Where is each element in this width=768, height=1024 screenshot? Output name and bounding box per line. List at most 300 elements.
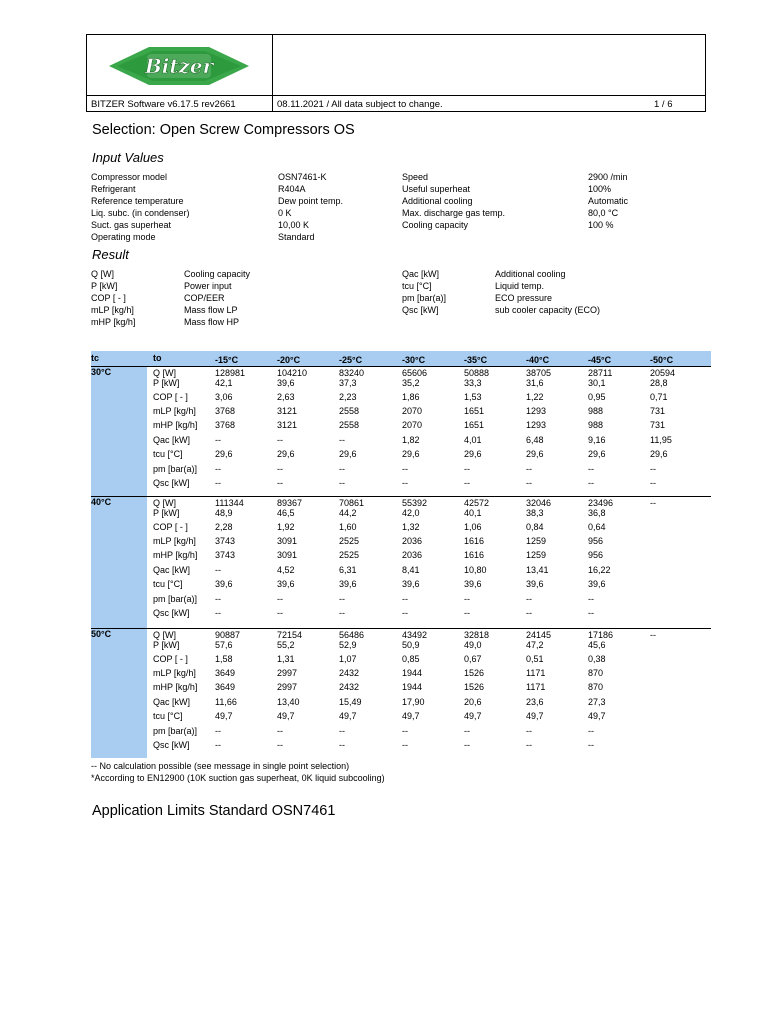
table-cell: 50,9 — [402, 640, 420, 650]
table-cell: 4,52 — [277, 565, 295, 575]
table-cell: -- — [464, 608, 470, 618]
table-cell: -- — [464, 594, 470, 604]
table-cell: 20594 — [650, 368, 676, 378]
row-label: mHP [kg/h] — [153, 550, 198, 560]
table-cell: 49,7 — [277, 711, 295, 721]
table-cell: 0,84 — [526, 522, 544, 532]
table-cell: 4,01 — [464, 435, 482, 445]
table-cell: -- — [339, 740, 345, 750]
table-cell: -- — [339, 726, 345, 736]
table-cell: 70861 — [339, 498, 365, 508]
table-cell: -- — [215, 565, 221, 575]
row-label: COP [ - ] — [153, 654, 188, 664]
table-cell: 3768 — [215, 406, 236, 416]
table-cell: 0,64 — [588, 522, 606, 532]
tc-label: 40°C — [91, 497, 112, 507]
column-header: -50°C — [650, 355, 674, 365]
result-symbol: Qsc [kW] — [402, 305, 439, 315]
row-label: mLP [kg/h] — [153, 406, 196, 416]
document-header — [86, 34, 706, 112]
table-cell: 23496 — [588, 498, 614, 508]
table-cell: -- — [277, 464, 283, 474]
table-cell: 42572 — [464, 498, 490, 508]
table-cell: 72154 — [277, 630, 303, 640]
table-cell: 2,63 — [277, 392, 295, 402]
table-cell: 15,49 — [339, 697, 362, 707]
table-cell: 8,41 — [402, 565, 420, 575]
row-label: Qsc [kW] — [153, 608, 190, 618]
table-cell: 9,16 — [588, 435, 606, 445]
row-label: Q [W] — [153, 368, 176, 378]
table-cell: -- — [588, 478, 594, 488]
table-cell: 90887 — [215, 630, 241, 640]
to-header: to — [153, 353, 162, 363]
input-label: Operating mode — [91, 232, 156, 242]
row-label: COP [ - ] — [153, 522, 188, 532]
table-cell: 13,41 — [526, 565, 549, 575]
column-header: -40°C — [526, 355, 550, 365]
table-cell: 0,51 — [526, 654, 544, 664]
table-cell: 1,31 — [277, 654, 295, 664]
bitzer-logo — [109, 41, 249, 96]
table-cell: 2,23 — [339, 392, 357, 402]
table-cell: 30,1 — [588, 378, 606, 388]
result-symbol: mLP [kg/h] — [91, 305, 134, 315]
table-cell: -- — [339, 435, 345, 445]
table-cell: -- — [215, 608, 221, 618]
table-cell: 35,2 — [402, 378, 420, 388]
table-cell: -- — [277, 740, 283, 750]
table-cell: 2432 — [339, 668, 360, 678]
table-cell: 2432 — [339, 682, 360, 692]
table-cell: 1,60 — [339, 522, 357, 532]
table-cell: 956 — [588, 550, 604, 560]
column-header: -45°C — [588, 355, 612, 365]
table-cell: -- — [402, 740, 408, 750]
table-cell: 10,80 — [464, 565, 487, 575]
table-cell: 49,7 — [215, 711, 233, 721]
table-cell: -- — [650, 630, 656, 640]
table-group — [91, 496, 711, 628]
input-label: Max. discharge gas temp. — [402, 208, 506, 218]
table-cell: 49,7 — [588, 711, 606, 721]
row-label: P [kW] — [153, 508, 180, 518]
result-symbol: tcu [°C] — [402, 281, 432, 291]
table-cell: 1526 — [464, 668, 485, 678]
table-cell: -- — [339, 608, 345, 618]
table-cell: 29,6 — [215, 449, 233, 459]
result-description: Cooling capacity — [184, 269, 251, 279]
table-cell: 29,6 — [402, 449, 420, 459]
table-cell: 6,48 — [526, 435, 544, 445]
table-cell: 1171 — [526, 682, 546, 692]
table-cell: -- — [339, 464, 345, 474]
result-description: Liquid temp. — [495, 281, 545, 291]
page-number: 1 / 6 — [654, 99, 673, 110]
table-cell: 111344 — [215, 498, 244, 508]
table-cell: 55,2 — [277, 640, 295, 650]
table-group — [91, 628, 711, 758]
row-label: P [kW] — [153, 640, 180, 650]
input-label: Liq. subc. (in condenser) — [91, 208, 190, 218]
table-cell: -- — [464, 478, 470, 488]
table-cell: 89367 — [277, 498, 303, 508]
table-cell: -- — [215, 478, 221, 488]
table-cell: 28711 — [588, 368, 613, 378]
table-cell: 870 — [588, 682, 604, 692]
table-cell: 29,6 — [526, 449, 544, 459]
table-cell: 29,6 — [464, 449, 482, 459]
table-cell: 2,28 — [215, 522, 233, 532]
software-version: BITZER Software v6.17.5 rev2661 — [91, 99, 236, 110]
table-cell: 1,07 — [339, 654, 357, 664]
result-symbol: Qac [kW] — [402, 269, 440, 279]
row-label: mLP [kg/h] — [153, 668, 196, 678]
table-cell: 1,53 — [464, 392, 482, 402]
table-cell: -- — [277, 478, 283, 488]
table-cell: -- — [650, 464, 656, 474]
input-value: OSN7461-K — [278, 172, 327, 182]
tc-header: tc — [91, 353, 100, 363]
table-cell: 1,86 — [402, 392, 420, 402]
table-cell: 1,58 — [215, 654, 233, 664]
table-group — [91, 366, 711, 496]
table-cell: 3743 — [215, 550, 236, 560]
table-cell: -- — [650, 478, 656, 488]
result-symbol: P [kW] — [91, 281, 118, 291]
table-cell: 1,82 — [402, 435, 420, 445]
table-cell: 13,40 — [277, 697, 300, 707]
table-cell: 11,66 — [215, 697, 237, 707]
table-cell: 39,6 — [402, 579, 420, 589]
input-value: Dew point temp. — [278, 196, 344, 206]
table-cell: 55392 — [402, 498, 428, 508]
table-cell: 57,6 — [215, 640, 233, 650]
result-description: Additional cooling — [495, 269, 566, 279]
row-label: Qsc [kW] — [153, 478, 190, 488]
row-label: COP [ - ] — [153, 392, 188, 402]
table-cell: -- — [588, 594, 594, 604]
result-symbol: Q [W] — [91, 269, 114, 279]
result-symbol: COP [ - ] — [91, 293, 126, 303]
table-cell: 2558 — [339, 420, 360, 430]
table-cell: 1,06 — [464, 522, 482, 532]
table-cell: 50888 — [464, 368, 490, 378]
table-cell: -- — [277, 435, 283, 445]
table-cell: 52,9 — [339, 640, 357, 650]
table-cell: 0,85 — [402, 654, 420, 664]
table-cell: 0,71 — [650, 392, 668, 402]
table-cell: -- — [402, 464, 408, 474]
table-cell: 1259 — [526, 536, 547, 546]
table-cell: 38705 — [526, 368, 552, 378]
input-label: Compressor model — [91, 172, 168, 182]
row-label: Qac [kW] — [153, 565, 191, 575]
table-cell: 1,32 — [402, 522, 420, 532]
input-values-heading: Input Values — [92, 150, 164, 165]
table-cell: 20,6 — [464, 697, 482, 707]
table-cell: 31,6 — [526, 378, 544, 388]
table-cell: -- — [464, 740, 470, 750]
page-title: Selection: Open Screw Compressors OS — [92, 122, 355, 138]
table-cell: 870 — [588, 668, 604, 678]
input-label: Reference temperature — [91, 196, 184, 206]
table-cell: 11,95 — [650, 435, 672, 445]
row-label: Q [W] — [153, 498, 176, 508]
table-cell: 0,95 — [588, 392, 606, 402]
table-cell: 3743 — [215, 536, 236, 546]
table-cell: 39,6 — [464, 579, 482, 589]
row-label: Qac [kW] — [153, 435, 191, 445]
table-cell: -- — [588, 726, 594, 736]
table-cell: -- — [277, 726, 283, 736]
input-value: 80,0 °C — [588, 208, 619, 218]
row-label: Qsc [kW] — [153, 740, 190, 750]
table-cell: 39,6 — [277, 378, 295, 388]
table-cell: 17186 — [588, 630, 614, 640]
input-value: 100 % — [588, 220, 614, 230]
table-cell: 38,3 — [526, 508, 544, 518]
table-cell: 2558 — [339, 406, 360, 416]
tc-band — [91, 628, 147, 758]
table-cell: 2036 — [402, 536, 423, 546]
table-cell: 36,8 — [588, 508, 606, 518]
table-cell: 3091 — [277, 536, 298, 546]
table-cell: 0,38 — [588, 654, 606, 664]
input-label: Cooling capacity — [402, 220, 469, 230]
table-cell: 83240 — [339, 368, 365, 378]
table-header-row — [91, 351, 711, 366]
group-separator — [91, 628, 711, 629]
table-cell: 1944 — [402, 668, 423, 678]
row-label: tcu [°C] — [153, 449, 183, 459]
application-limits-title: Application Limits Standard OSN7461 — [92, 803, 336, 819]
table-cell: 42,1 — [215, 378, 233, 388]
table-cell: -- — [588, 740, 594, 750]
table-cell: 28,8 — [650, 378, 668, 388]
column-header: -30°C — [402, 355, 426, 365]
table-cell: 17,90 — [402, 697, 425, 707]
footnote-no-calc: -- No calculation possible (see message in single point selection) — [91, 761, 350, 771]
table-cell: 3121 — [277, 406, 298, 416]
table-cell: 16,22 — [588, 565, 611, 575]
table-cell: -- — [277, 594, 283, 604]
table-cell: -- — [526, 464, 532, 474]
table-cell: 731 — [650, 406, 666, 416]
table-cell: -- — [588, 464, 594, 474]
table-cell: 1651 — [464, 406, 485, 416]
table-cell: 32046 — [526, 498, 552, 508]
table-cell: -- — [339, 594, 345, 604]
table-cell: 32818 — [464, 630, 490, 640]
table-cell: -- — [215, 594, 221, 604]
row-label: pm [bar(a)] — [153, 464, 198, 474]
table-cell: 3091 — [277, 550, 298, 560]
table-cell: 3649 — [215, 682, 236, 692]
input-value: R404A — [278, 184, 306, 194]
row-label: pm [bar(a)] — [153, 594, 198, 604]
table-cell: 988 — [588, 406, 604, 416]
table-cell: 1944 — [402, 682, 423, 692]
table-cell: 39,6 — [215, 579, 233, 589]
row-label: pm [bar(a)] — [153, 726, 198, 736]
row-label: tcu [°C] — [153, 711, 183, 721]
table-cell: 39,6 — [339, 579, 357, 589]
input-value: Standard — [278, 232, 315, 242]
table-cell: 49,7 — [339, 711, 357, 721]
input-label: Suct. gas superheat — [91, 220, 172, 230]
footnote-en12900: *According to EN12900 (10K suction gas superheat, 0K liquid subcooling) — [91, 773, 385, 783]
table-cell: 3649 — [215, 668, 236, 678]
table-cell: 49,7 — [464, 711, 482, 721]
table-cell: -- — [402, 608, 408, 618]
table-cell: -- — [526, 726, 532, 736]
table-cell: -- — [464, 464, 470, 474]
table-cell: 39,6 — [588, 579, 606, 589]
table-cell: -- — [402, 594, 408, 604]
group-separator — [91, 496, 711, 497]
table-cell: 2525 — [339, 536, 360, 546]
table-cell: 49,7 — [526, 711, 544, 721]
input-value: 100% — [588, 184, 612, 194]
table-cell: -- — [215, 740, 221, 750]
svg-text:Bitzer: Bitzer — [144, 54, 214, 78]
table-cell: 1293 — [526, 406, 547, 416]
tc-label: 30°C — [91, 367, 112, 377]
table-cell: 1171 — [526, 668, 546, 678]
table-cell: 39,6 — [277, 579, 295, 589]
result-description: Mass flow LP — [184, 305, 238, 315]
result-description: Power input — [184, 281, 232, 291]
table-cell: 1,22 — [526, 392, 544, 402]
result-heading: Result — [92, 247, 129, 262]
table-cell: 46,5 — [277, 508, 295, 518]
table-cell: 1,92 — [277, 522, 295, 532]
table-cell: -- — [464, 726, 470, 736]
result-description: ECO pressure — [495, 293, 553, 303]
tc-band — [91, 366, 147, 496]
input-label: Refrigerant — [91, 184, 136, 194]
table-cell: 3768 — [215, 420, 236, 430]
table-cell: -- — [277, 608, 283, 618]
table-cell: 1616 — [464, 550, 485, 560]
date-note: 08.11.2021 / All data subject to change. — [277, 99, 443, 110]
table-cell: -- — [402, 478, 408, 488]
row-label: P [kW] — [153, 378, 180, 388]
table-cell: 45,6 — [588, 640, 606, 650]
table-cell: 44,2 — [339, 508, 357, 518]
group-separator — [91, 366, 711, 367]
table-cell: 2036 — [402, 550, 423, 560]
tc-band — [91, 496, 147, 628]
table-cell: 988 — [588, 420, 604, 430]
row-label: Q [W] — [153, 630, 176, 640]
table-cell: 2070 — [402, 406, 423, 416]
table-cell: -- — [526, 740, 532, 750]
tc-label: 50°C — [91, 629, 112, 639]
table-cell: 33,3 — [464, 378, 482, 388]
table-cell: 48,9 — [215, 508, 233, 518]
column-header: -15°C — [215, 355, 239, 365]
table-cell: 47,2 — [526, 640, 544, 650]
table-cell: 27,3 — [588, 697, 606, 707]
table-cell: 40,1 — [464, 508, 482, 518]
table-cell: 24145 — [526, 630, 552, 640]
table-cell: 2070 — [402, 420, 423, 430]
table-cell: -- — [215, 464, 221, 474]
table-cell: -- — [650, 498, 656, 508]
column-header: -35°C — [464, 355, 488, 365]
table-cell: 65606 — [402, 368, 428, 378]
column-header: -20°C — [277, 355, 301, 365]
table-cell: 49,0 — [464, 640, 482, 650]
table-cell: 1616 — [464, 536, 485, 546]
input-label: Speed — [402, 172, 429, 182]
table-cell: -- — [526, 594, 532, 604]
input-label: Useful superheat — [402, 184, 471, 194]
table-cell: -- — [526, 478, 532, 488]
table-cell: 49,7 — [402, 711, 420, 721]
table-cell: 6,31 — [339, 565, 357, 575]
result-description: Mass flow HP — [184, 317, 240, 327]
table-cell: 23,6 — [526, 697, 544, 707]
table-cell: 1259 — [526, 550, 547, 560]
table-cell: -- — [526, 608, 532, 618]
table-cell: 1293 — [526, 420, 547, 430]
table-cell: 29,6 — [650, 449, 668, 459]
table-cell: 731 — [650, 420, 666, 430]
column-header: -25°C — [339, 355, 363, 365]
row-label: mLP [kg/h] — [153, 536, 196, 546]
table-cell: 56486 — [339, 630, 365, 640]
table-cell: 1651 — [464, 420, 485, 430]
table-cell: 0,67 — [464, 654, 482, 664]
table-cell: 3,06 — [215, 392, 233, 402]
table-cell: -- — [402, 726, 408, 736]
table-cell: -- — [339, 478, 345, 488]
table-cell: 43492 — [402, 630, 428, 640]
input-value: 10,00 K — [278, 220, 310, 230]
table-cell: 42,0 — [402, 508, 420, 518]
table-cell: 128981 — [215, 368, 246, 378]
input-value: 2900 /min — [588, 172, 628, 182]
row-label: mHP [kg/h] — [153, 420, 198, 430]
result-description: COP/EER — [184, 293, 225, 303]
result-symbol: pm [bar(a)] — [402, 293, 447, 303]
table-cell: 29,6 — [277, 449, 295, 459]
table-cell: 2525 — [339, 550, 360, 560]
table-cell: 1526 — [464, 682, 485, 692]
input-value: 0 K — [278, 208, 292, 218]
input-label: Additional cooling — [402, 196, 473, 206]
table-cell: 37,3 — [339, 378, 357, 388]
table-cell: 3121 — [277, 420, 298, 430]
table-cell: 29,6 — [339, 449, 357, 459]
table-cell: 29,6 — [588, 449, 606, 459]
table-cell: 39,6 — [526, 579, 544, 589]
table-cell: -- — [215, 726, 221, 736]
row-label: tcu [°C] — [153, 579, 183, 589]
table-cell: 104210 — [277, 368, 308, 378]
input-value: Automatic — [588, 196, 629, 206]
row-label: mHP [kg/h] — [153, 682, 198, 692]
result-symbol: mHP [kg/h] — [91, 317, 136, 327]
table-cell: -- — [588, 608, 594, 618]
table-cell: 2997 — [277, 668, 298, 678]
table-cell: 2997 — [277, 682, 298, 692]
table-cell: 956 — [588, 536, 604, 546]
result-description: sub cooler capacity (ECO) — [495, 305, 601, 315]
